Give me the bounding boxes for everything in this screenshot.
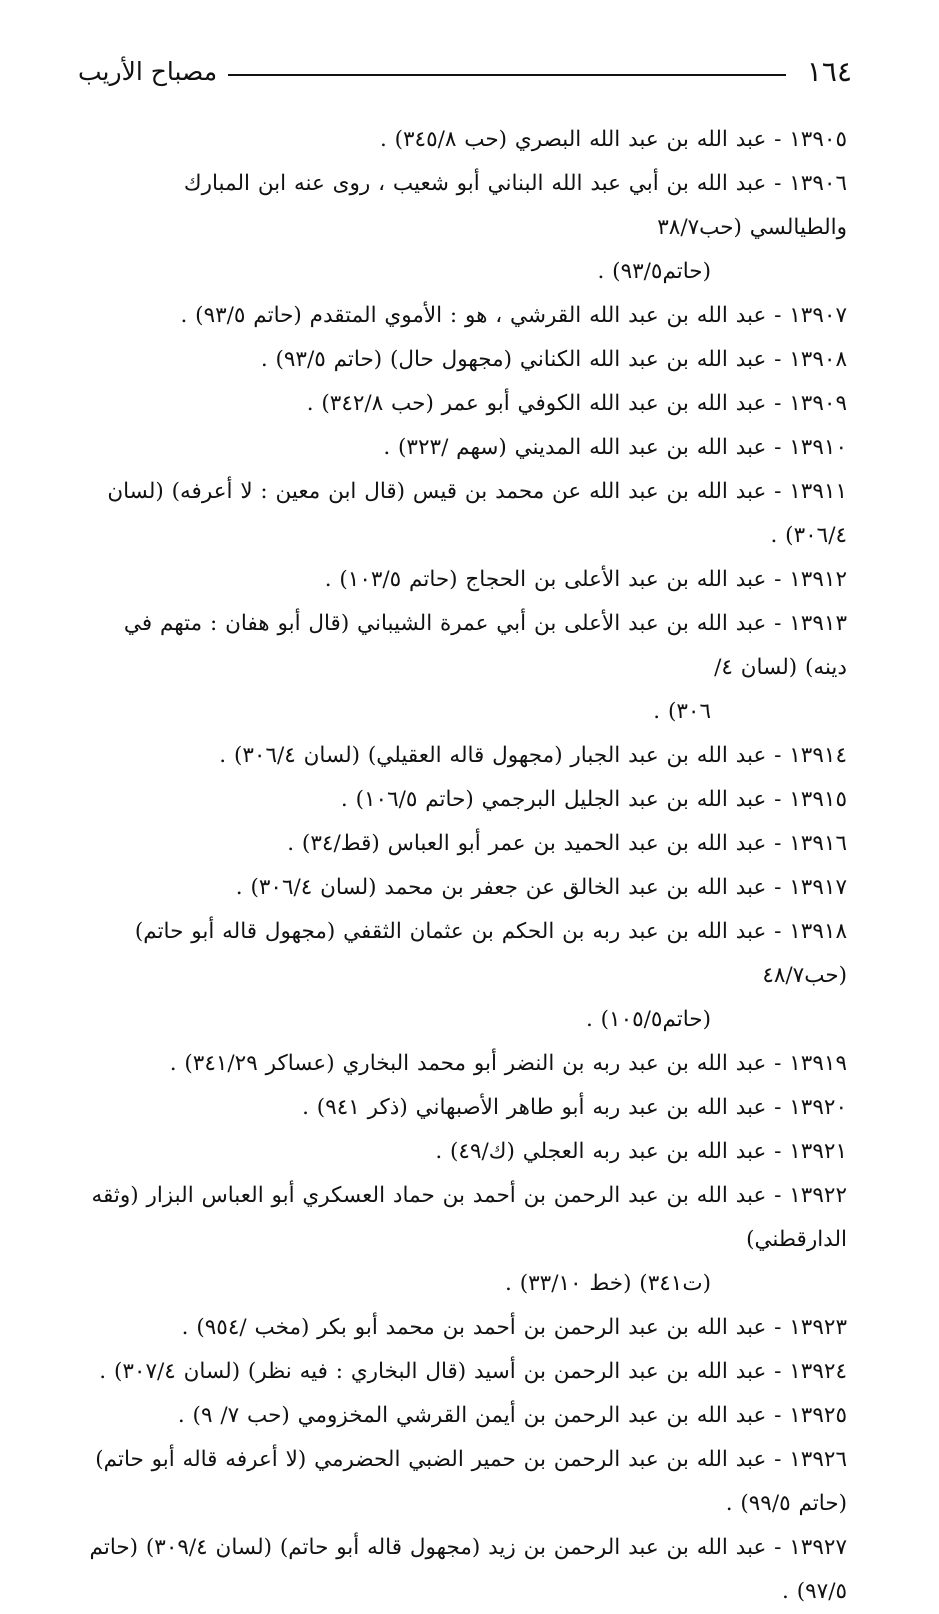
- entry-number: ١٣٩٢١: [789, 1139, 847, 1164]
- entry-continuation: (حاتم١٠٥/٥) .: [585, 1007, 711, 1032]
- entry-number: ١٣٩٢٧: [789, 1535, 847, 1560]
- entry: [87, 1130, 847, 1174]
- entry-number: ١٣٩١٧: [789, 875, 847, 900]
- entry: [87, 1086, 847, 1130]
- entry: [87, 1042, 847, 1086]
- entry: [87, 866, 847, 910]
- entry: [87, 822, 847, 866]
- entry-number: ١٣٩٠٥: [789, 127, 847, 152]
- entry: [87, 118, 847, 162]
- entry-text: - عبد الله بن عبد الله المديني (سهم /٣٢٣) .: [383, 435, 782, 460]
- entry-text: - عبد الله بن عبد الأعلى بن أبي عمرة الشيباني (قال أبو هفان : متهم في دينه) (لسان ٤/: [123, 611, 847, 680]
- entry: [87, 558, 847, 602]
- entry-number: ١٣٩١٨: [789, 919, 847, 944]
- entry: [87, 734, 847, 778]
- entry-text: - عبد الله بن عبد الجبار (مجهول قاله العقيلي) (لسان ٣٠٦/٤) .: [219, 743, 782, 768]
- entry: [87, 1394, 847, 1438]
- entry-number: ١٣٩١٣: [789, 611, 847, 636]
- entry-text: - عبد الله بن أبي عبد الله البناني أبو شعيب ، روى عنه ابن المبارك والطيالسي (حب٣٨/٧: [183, 171, 847, 240]
- book-title: مصباح الأريب: [78, 57, 218, 86]
- entry-number: ١٣٩٢٤: [789, 1359, 847, 1384]
- entry: [87, 778, 847, 822]
- entry-number: ١٣٩١٢: [789, 567, 847, 592]
- entry-text: - عبد الله بن عبد الرحمن بن أسيد (قال البخاري : فيه نظر) (لسان ٣٠٧/٤) .: [99, 1359, 782, 1384]
- entry: [87, 1438, 847, 1526]
- entry-text: - عبد الله بن عبد الرحمن بن أحمد بن حماد العسكري أبو العباس البزار (وثقه الدارقطني): [91, 1183, 847, 1252]
- entry-text: - عبد الله بن عبد الجليل البرجمي (حاتم ١٠٦/٥) .: [340, 787, 782, 812]
- entry-continuation: (حاتم٩٣/٥) .: [597, 259, 711, 284]
- entry-text: - عبد الله بن عبد الرحمن بن أحمد بن محمد أبو بكر (مخب /٩٥٤) .: [181, 1315, 782, 1340]
- entry-number: ١٣٩١١: [789, 479, 847, 504]
- entry: [87, 1350, 847, 1394]
- entry-text: - عبد الله بن عبد ربه بن الحكم بن عثمان الثقفي (مجهول قاله أبو حاتم) (حب٤٨/٧: [134, 919, 847, 988]
- entry: [87, 910, 847, 1042]
- entry-number: ١٣٩٢٠: [789, 1095, 847, 1120]
- entry-text: - عبد الله بن عبد ربه العجلي (ك/٤٩) .: [435, 1139, 782, 1164]
- entry-text: - عبد الله بن عبد الله الكوفي أبو عمر (حب ٣٤٢/٨) .: [306, 391, 782, 416]
- entry-text: - عبد الله بن عبد الرحمن بن زيد (مجهول قاله أبو حاتم) (لسان ٣٠٩/٤) (حاتم ٩٧/٥) .: [89, 1535, 847, 1604]
- entry-text: - عبد الله بن عبد ربه بن النضر أبو محمد البخاري (عساكر ٣٤١/٢٩) .: [169, 1051, 782, 1076]
- entry: [87, 382, 847, 426]
- entry-text: - عبد الله بن عبد الله الكناني (مجهول حال) (حاتم ٩٣/٥) .: [260, 347, 782, 372]
- entry-number: ١٣٩١٥: [789, 787, 847, 812]
- entry-continuation: (ت٣٤١) (خط ٣٣/١٠) .: [505, 1271, 711, 1296]
- header-rule: [228, 74, 786, 76]
- page-number: ١٦٤: [806, 55, 852, 88]
- entry: [87, 162, 847, 294]
- entry: [87, 1306, 847, 1350]
- entry-number: ١٣٩١٦: [789, 831, 847, 856]
- page-header: [78, 52, 852, 92]
- entry-number: ١٣٩٠٨: [789, 347, 847, 372]
- entry-number: ١٣٩٠٦: [789, 171, 847, 196]
- entry-text: - عبد الله بن عبد الله القرشي ، هو : الأموي المتقدم (حاتم ٩٣/٥) .: [180, 303, 782, 328]
- entry-text: - عبد الله بن عبد الله البصري (حب ٣٤٥/٨) .: [379, 127, 782, 152]
- entry-text: - عبد الله بن عبد ربه أبو طاهر الأصبهاني (ذكر ٩٤١) .: [302, 1095, 782, 1120]
- entry-text: - عبد الله بن عبد الخالق عن جعفر بن محمد (لسان ٣٠٦/٤) .: [235, 875, 782, 900]
- entry: [87, 426, 847, 470]
- entry-number: ١٣٩٢٢: [789, 1183, 847, 1208]
- entry: [87, 1174, 847, 1306]
- entry-number: ١٣٩٢٣: [789, 1315, 847, 1340]
- entry-number: ١٣٩٠٩: [789, 391, 847, 416]
- entry-number: ١٣٩٢٥: [789, 1403, 847, 1428]
- entry: [87, 602, 847, 734]
- entry-continuation: ٣٠٦) .: [653, 699, 711, 724]
- entry: [87, 338, 847, 382]
- entry-text: - عبد الله بن عبد الأعلى بن الحجاج (حاتم ١٠٣/٥) .: [324, 567, 782, 592]
- entry: [87, 294, 847, 338]
- entry-number: ١٣٩١٩: [789, 1051, 847, 1076]
- entry-text: - عبد الله بن عبد الرحمن بن حمير الضبي الحضرمي (لا أعرفه قاله أبو حاتم) (حاتم ٩٩/٥) .: [95, 1447, 847, 1516]
- entry-text: - عبد الله بن عبد الله عن محمد بن قيس (قال ابن معين : لا أعرفه) (لسان ٣٠٦/٤) .: [107, 479, 847, 548]
- entry: [87, 470, 847, 558]
- entry-number: ١٣٩١٤: [789, 743, 847, 768]
- entry-number: ١٣٩١٠: [789, 435, 847, 460]
- entry-number: ١٣٩٢٦: [789, 1447, 847, 1472]
- entry-number: ١٣٩٠٧: [789, 303, 847, 328]
- entry-text: - عبد الله بن عبد الرحمن بن أيمن القرشي المخزومي (حب ٧/ ٩) .: [177, 1403, 782, 1428]
- entry-list: [87, 118, 847, 1614]
- entry-text: - عبد الله بن عبد الحميد بن عمر أبو العباس (قط/٣٤) .: [287, 831, 782, 856]
- entry: [87, 1526, 847, 1614]
